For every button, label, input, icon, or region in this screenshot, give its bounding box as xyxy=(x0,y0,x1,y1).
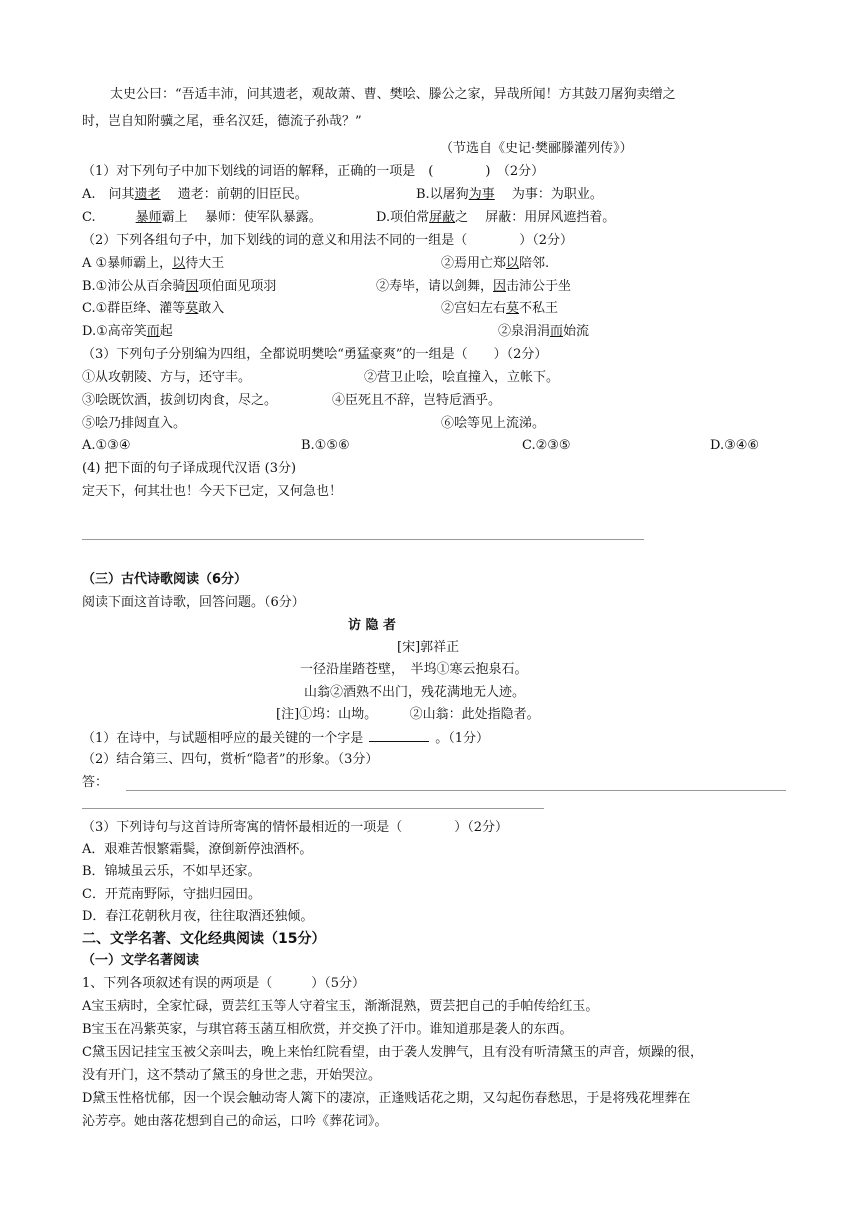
passage-line-2: 时，岂自知附骥之尾，垂名汉廷，德流子孙哉？” xyxy=(82,114,362,129)
q3-option-c: C.②③⑤ xyxy=(522,438,571,453)
poem-title: 访 隐 者 xyxy=(348,618,397,633)
q1-c-underlined: 暴师 xyxy=(135,210,162,225)
poetry-q3-d: D．春江花朝秋月夜，往往取酒还独倾。 xyxy=(82,909,314,924)
poem-note: [注]①坞：山坳。 ②山翁：此处指隐者。 xyxy=(276,707,540,722)
q1-d-post: 之 屏蔽：用屏风遮挡着。 xyxy=(455,210,616,225)
q2-d2 xyxy=(498,323,589,341)
section2-subheading: （一）文学名著阅读 xyxy=(82,953,200,968)
poetry-q3-a: A．艰难苦恨繁霜鬓，潦倒新停浊酒杯。 xyxy=(82,842,313,857)
poetry-heading: （三）古代诗歌阅读（6分） xyxy=(82,572,248,587)
q2-a2-pre: ②焉用亡郑 xyxy=(441,256,507,271)
q1-d-pre: D.项伯常 xyxy=(376,210,430,225)
q2-c1-post: 敢入 xyxy=(198,301,225,316)
q1-c-label: C. xyxy=(82,210,96,225)
section2-option-c-line2: 没有开门，这不禁动了黛玉的身世之悲，开始哭泣。 xyxy=(82,1068,382,1083)
q1-option-a xyxy=(82,186,308,204)
q2-d1-pre: D.①高帝笑 xyxy=(82,324,147,339)
q2-c1-pre: C.①群臣绛、灌等 xyxy=(82,301,186,316)
q3-s4: ④臣死且不辞，岂特卮酒乎。 xyxy=(332,393,502,408)
poetry-q2: （2）结合第三、四句，赏析“隐者”的形象。（3分） xyxy=(82,752,379,767)
q2-c1-underlined: 莫 xyxy=(185,301,199,316)
q1-option-d xyxy=(376,209,615,227)
q2-c2-pre: ②宫妇左右 xyxy=(441,301,507,316)
poetry-q3-c: C．开荒南野际，守拙归园田。 xyxy=(82,887,261,902)
poetry-intro: 阅读下面这首诗歌，回答问题。（6分） xyxy=(82,595,305,610)
passage-source: （节选自《史记·樊郦滕灌列传》） xyxy=(440,141,633,156)
q2-c2-underlined: 莫 xyxy=(506,301,520,316)
q2-a1-post: 待大王 xyxy=(185,256,225,271)
passage-line-1: 太史公曰：“吾适丰沛，问其遗老，观故萧、曹、樊哙、滕公之家，异哉所闻！方其鼓刀屠狗卖缯之 xyxy=(110,87,676,102)
section2-option-d-line1: D黛玉性格忧郁，因一个误会触动寄人篱下的凄凉，正逢贱话花之期，又勾起伤春愁思，于是将残花埋葬在 xyxy=(82,1091,691,1106)
q2-a2-underlined: 以 xyxy=(506,256,520,271)
q2-d1-underlined: 而 xyxy=(146,324,160,339)
answer-line xyxy=(126,790,786,791)
q2-b2-underlined: 因 xyxy=(493,279,507,294)
q4-sentence: 定天下，何其壮也！今天下已定，又何急也！ xyxy=(82,484,343,499)
q2-stem: （2）下列各组句子中，加下划线的词的意义和用法不同的一组是（ ）（2分） xyxy=(82,233,574,248)
q4-stem: (4) 把下面的句子译成现代汉语 (3分) xyxy=(82,461,297,476)
q2-d1-post: 起 xyxy=(159,324,173,339)
q1-b-pre: B.以屠狗 xyxy=(416,187,469,202)
q1-a-label: A. xyxy=(82,187,96,202)
poetry-q1 xyxy=(82,729,489,748)
section2-option-a: A宝玉病时，全家忙碌，贾芸红玉等人守着宝玉，渐渐混熟，贾芸把自己的手帕传给红玉。 xyxy=(82,999,599,1014)
q2-d2-post: 始流 xyxy=(563,324,590,339)
q2-c1 xyxy=(82,300,224,318)
q2-b1-underlined: 因 xyxy=(185,279,199,294)
q2-d2-pre: ②泉涓涓 xyxy=(498,324,551,339)
q3-s2: ②营卫止哙，哙直撞入，立帐下。 xyxy=(364,370,560,385)
q2-b1 xyxy=(82,278,276,296)
section2-option-b: B宝玉在冯紫英家，与琪官蒋玉菡互相欣赏，并交换了汗巾。谁知道那是袭人的东西。 xyxy=(82,1022,573,1037)
q2-c2 xyxy=(441,300,558,318)
section2-heading: 二、文学名著、文化经典阅读（15分） xyxy=(82,931,326,947)
q3-option-a: A.①③④ xyxy=(82,438,131,453)
q3-option-d: D.③④⑥ xyxy=(710,438,760,453)
q3-s6: ⑥哙等见上流涕。 xyxy=(441,416,546,431)
poetry-answer-label: 答： xyxy=(82,775,109,790)
section2-q1-stem: 1、下列各项叙述有误的两项是（ ）（5分） xyxy=(82,976,366,991)
poetry-q1-pre: （1）在诗中，与试题相呼应的最关键的一个字是 xyxy=(82,731,364,746)
section2-option-c-line1: C黛玉因记挂宝玉被父亲叫去，晚上来怡红院看望，由于袭人发脾气，且有没有听清黛玉的声音，烦躁的很， xyxy=(82,1045,703,1060)
q1-a-post: 遗老：前朝的旧臣民。 xyxy=(160,187,308,202)
q2-a2 xyxy=(441,255,549,273)
q2-a1-pre: A ①暴师霸上， xyxy=(82,256,173,271)
q1-b-underlined: 为事 xyxy=(468,187,495,202)
q2-d1 xyxy=(82,323,173,341)
q2-b2 xyxy=(376,278,571,296)
q3-s5: ⑤哙乃排闼直入。 xyxy=(82,416,187,431)
q1-d-underlined: 屏蔽 xyxy=(429,210,456,225)
q2-a2-post: 陪邻. xyxy=(519,256,550,271)
q2-a1-underlined: 以 xyxy=(172,256,186,271)
answer-line xyxy=(82,539,644,540)
q3-s3: ③哙既饮酒，拔剑切肉食，尽之。 xyxy=(82,393,278,408)
q1-b-post: 为事：为职业。 xyxy=(494,187,603,202)
poetry-q1-blank xyxy=(369,729,429,742)
q1-a-pre: 问其 xyxy=(95,187,135,202)
q1-a-underlined: 遗老 xyxy=(134,187,161,202)
q2-c2-post: 不私王 xyxy=(519,301,559,316)
q1-stem: （1）对下列句子中加下划线的词语的解释，正确的一项是 ( ) （2分） xyxy=(82,164,545,179)
q2-b2-post: 击沛公于坐 xyxy=(506,279,572,294)
q2-a1 xyxy=(82,255,224,273)
q2-b2-pre: ②寿毕，请以剑舞， xyxy=(376,279,494,294)
poetry-q1-post: 。（1分） xyxy=(435,731,490,746)
q3-stem: （3）下列句子分别编为四组，全都说明樊哙“勇猛豪爽”的一组是（ ）（2分） xyxy=(82,347,548,362)
poem-author: [宋]郭祥正 xyxy=(397,640,460,655)
poem-verse-2: 山翁②酒熟不出门，残花满地无人迹。 xyxy=(304,685,526,700)
q1-option-b xyxy=(416,186,603,204)
q1-c-post: 霸上 暴师：使军队暴露。 xyxy=(161,210,322,225)
q1-option-c xyxy=(82,209,322,227)
section2-option-d-line2: 沁芳亭。她由落花想到自己的命运，口吟《葬花词》。 xyxy=(82,1114,388,1129)
poetry-q3: （3）下列诗句与这首诗所寄寓的情怀最相近的一项是（ ）（2分） xyxy=(82,820,509,835)
q2-b1-post: 项伯面见项羽 xyxy=(198,279,277,294)
poetry-q3-b: B．锦城虽云乐，不如早还家。 xyxy=(82,864,261,879)
q2-b1-pre: B.①沛公从百余骑 xyxy=(82,279,186,294)
q3-s1: ①从攻朝陵、方与，还守丰。 xyxy=(82,370,252,385)
q2-d2-underlined: 而 xyxy=(550,324,564,339)
poem-verse-1: 一径沿崖踏苍壁， 半坞①寒云抱泉石。 xyxy=(300,662,528,677)
answer-line xyxy=(82,808,544,809)
q3-option-b: B.①⑤⑥ xyxy=(301,438,350,453)
